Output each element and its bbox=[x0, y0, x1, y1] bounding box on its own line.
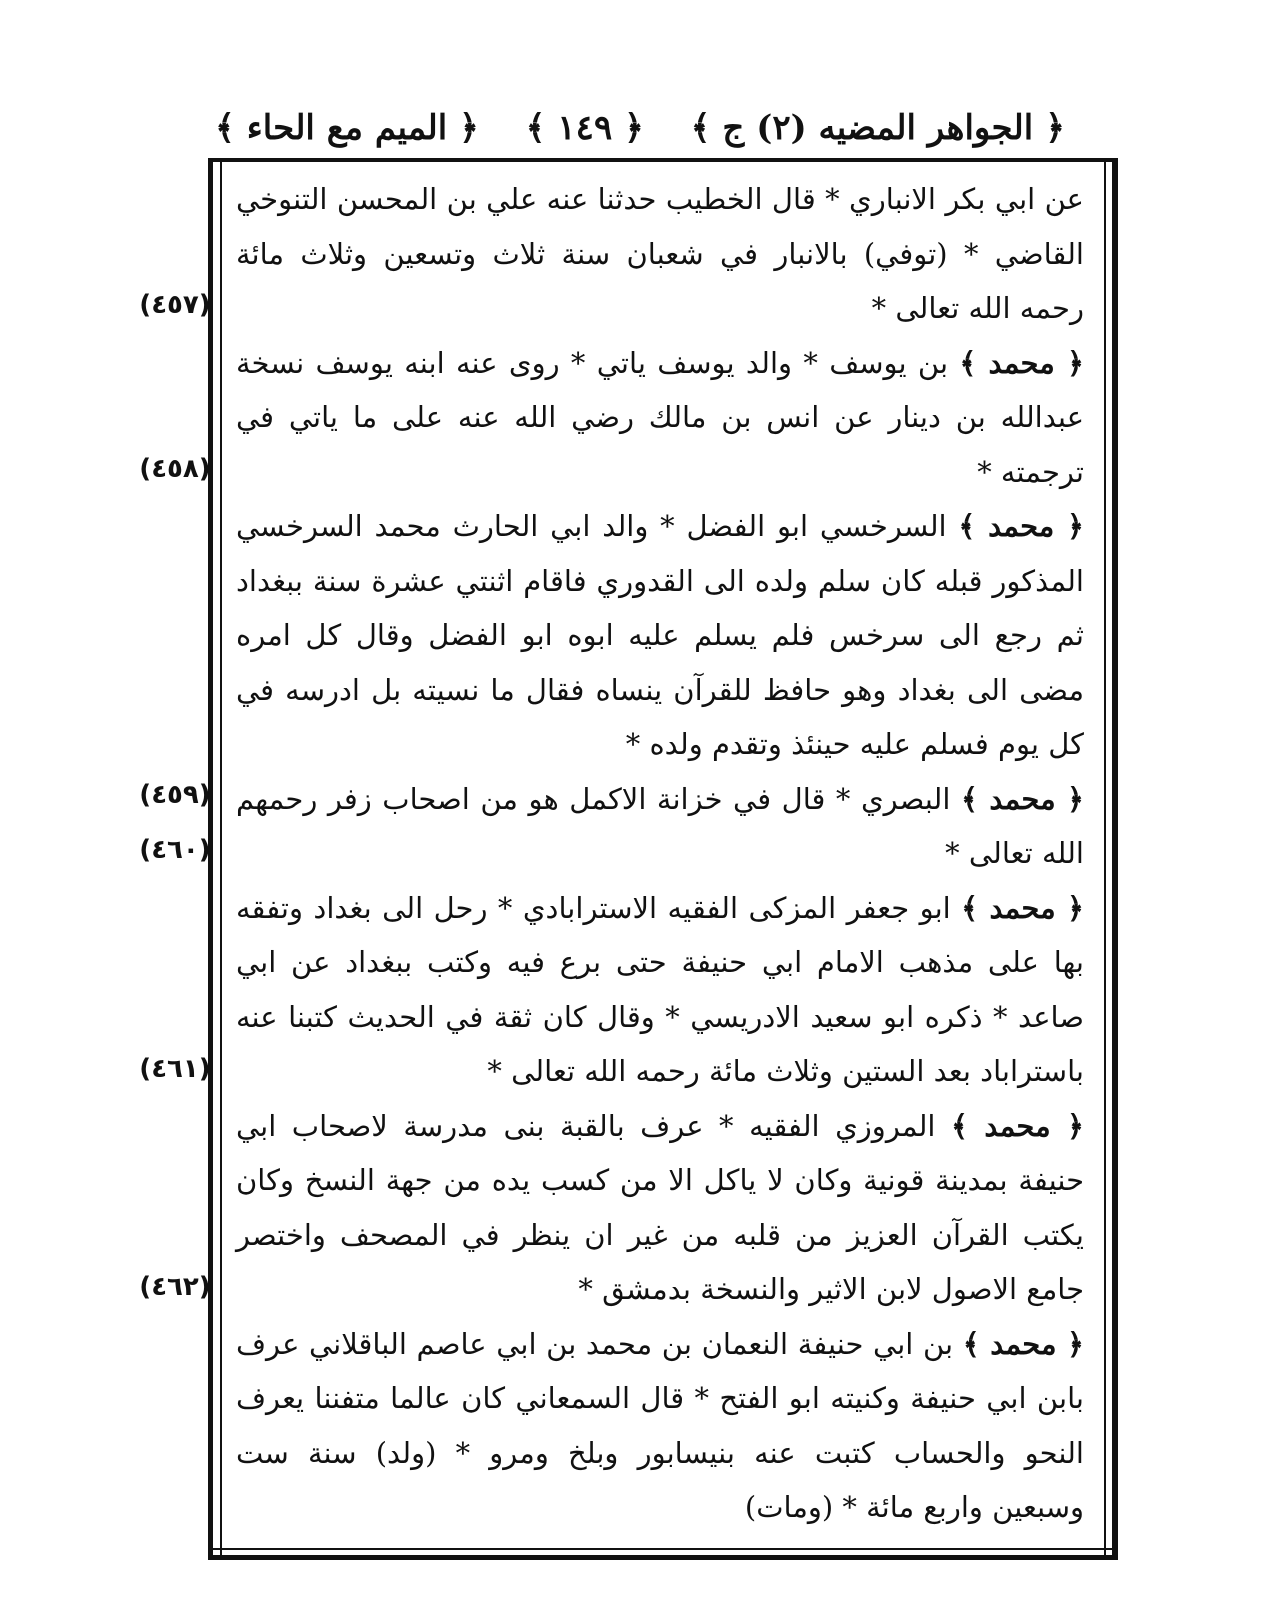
paragraph-text: المروزي الفقيه * عرف بالقبة بنى مدرسة لاصحاب ابي حنيفة بمدينة قونية وكان لا ياكل الا من كسب يده من جهة النسخ وكان يكتب القرآن العزيز من قلبه من غير ان ينظر في المصحف واختصر جامع الاصول لابن الاثير والنسخة بدمشق * bbox=[236, 1108, 1084, 1306]
page-number: ﴿ ١٤٩ ﴾ bbox=[525, 107, 644, 148]
entry-paragraph bbox=[236, 1317, 1084, 1535]
entry-heading: ﴿ محمد ﴾ bbox=[962, 1326, 1084, 1361]
entry-paragraph bbox=[236, 1099, 1084, 1317]
entry-paragraph bbox=[236, 336, 1084, 500]
entry-number: (٤٥٧) bbox=[139, 290, 211, 320]
paragraph-text: السرخسي ابو الفضل * والد ابي الحارث محمد السرخسي المذكور قبله كان سلم ولده الى القدوري فاقام اثنتي عشرة سنة ببغداد ثم رجع الى سرخس فلم يسلم عليه ابوه ابو الفضل وقال كل امره مضى الى بغداد وهو حافظ للقرآن ينساه فقال ما نسيته بل ادرسه في كل يوم فسلم عليه حينئذ وتقدم ولده * bbox=[236, 509, 1084, 761]
body-text bbox=[236, 172, 1084, 1542]
entry-number: (٤٦٠) bbox=[139, 835, 211, 865]
entry-heading: ﴿ محمد ﴾ bbox=[959, 345, 1084, 380]
entry-heading: ﴿ محمد ﴾ bbox=[958, 509, 1084, 543]
header-section-title: ﴿ الميم مع الحاء ﴾ bbox=[215, 107, 479, 148]
entry-number: (٤٥٩) bbox=[139, 780, 211, 810]
entry-heading: ﴿ محمد ﴾ bbox=[950, 1108, 1084, 1143]
paragraph-text: البصري * قال في خزانة الاكمل هو من اصحاب زفر رحمهم الله تعالى * bbox=[236, 781, 1084, 870]
entry-heading: ﴿ محمد ﴾ bbox=[960, 781, 1084, 816]
header-book-title: ﴿ الجواهر المضيه (٢) ج ﴾ bbox=[690, 107, 1065, 148]
entry-number: (٤٦١) bbox=[139, 1054, 211, 1084]
entry-paragraph bbox=[236, 881, 1084, 1099]
paragraph bbox=[236, 172, 1084, 336]
entry-paragraph bbox=[236, 499, 1084, 772]
paragraph-text: ابو جعفر المزكى الفقيه الاسترابادي * رحل الى بغداد وتفقه بها على مذهب الامام ابي حنيفة حتى برع فيه وكتب ببغداد عن ابي صاعد * ذكره ابو سعيد الادريسي * وقال كان ثقة في الحديث كتبنا عنه باستراباد بعد الستين وثلاث مائة رحمه الله تعالى * bbox=[236, 890, 1084, 1088]
entry-heading: ﴿ محمد ﴾ bbox=[961, 890, 1084, 925]
entry-number-column bbox=[130, 172, 220, 1542]
paragraph-text: بن يوسف * والد يوسف ياتي * روى عنه ابنه يوسف نسخة عبدالله بن دينار عن انس بن مالك رضي الله عنه على ما ياتي في ترجمته * bbox=[236, 345, 1084, 489]
paragraph-text: عن ابي بكر الانباري * قال الخطيب حدثنا عنه علي بن المحسن التنوخي القاضي * (توفي) بالانبار في شعبان سنة ثلاث وتسعين وثلاث مائة رحمه الله تعالى * bbox=[236, 182, 1084, 325]
running-header bbox=[215, 98, 1065, 156]
entry-number: (٤٦٢) bbox=[139, 1272, 211, 1302]
paragraph-text: بن ابي حنيفة النعمان بن محمد بن ابي عاصم الباقلاني عرف بابن ابي حنيفة وكنيته ابو الفتح * قال السمعاني كان عالما متفننا يعرف النحو والحساب كتبت عنه بنيسابور وبلخ ومرو * (ولد) سنة ست وسبعين واربع مائة * (ومات) bbox=[236, 1326, 1084, 1524]
entry-number: (٤٥٨) bbox=[139, 454, 211, 484]
entry-paragraph bbox=[236, 772, 1084, 881]
